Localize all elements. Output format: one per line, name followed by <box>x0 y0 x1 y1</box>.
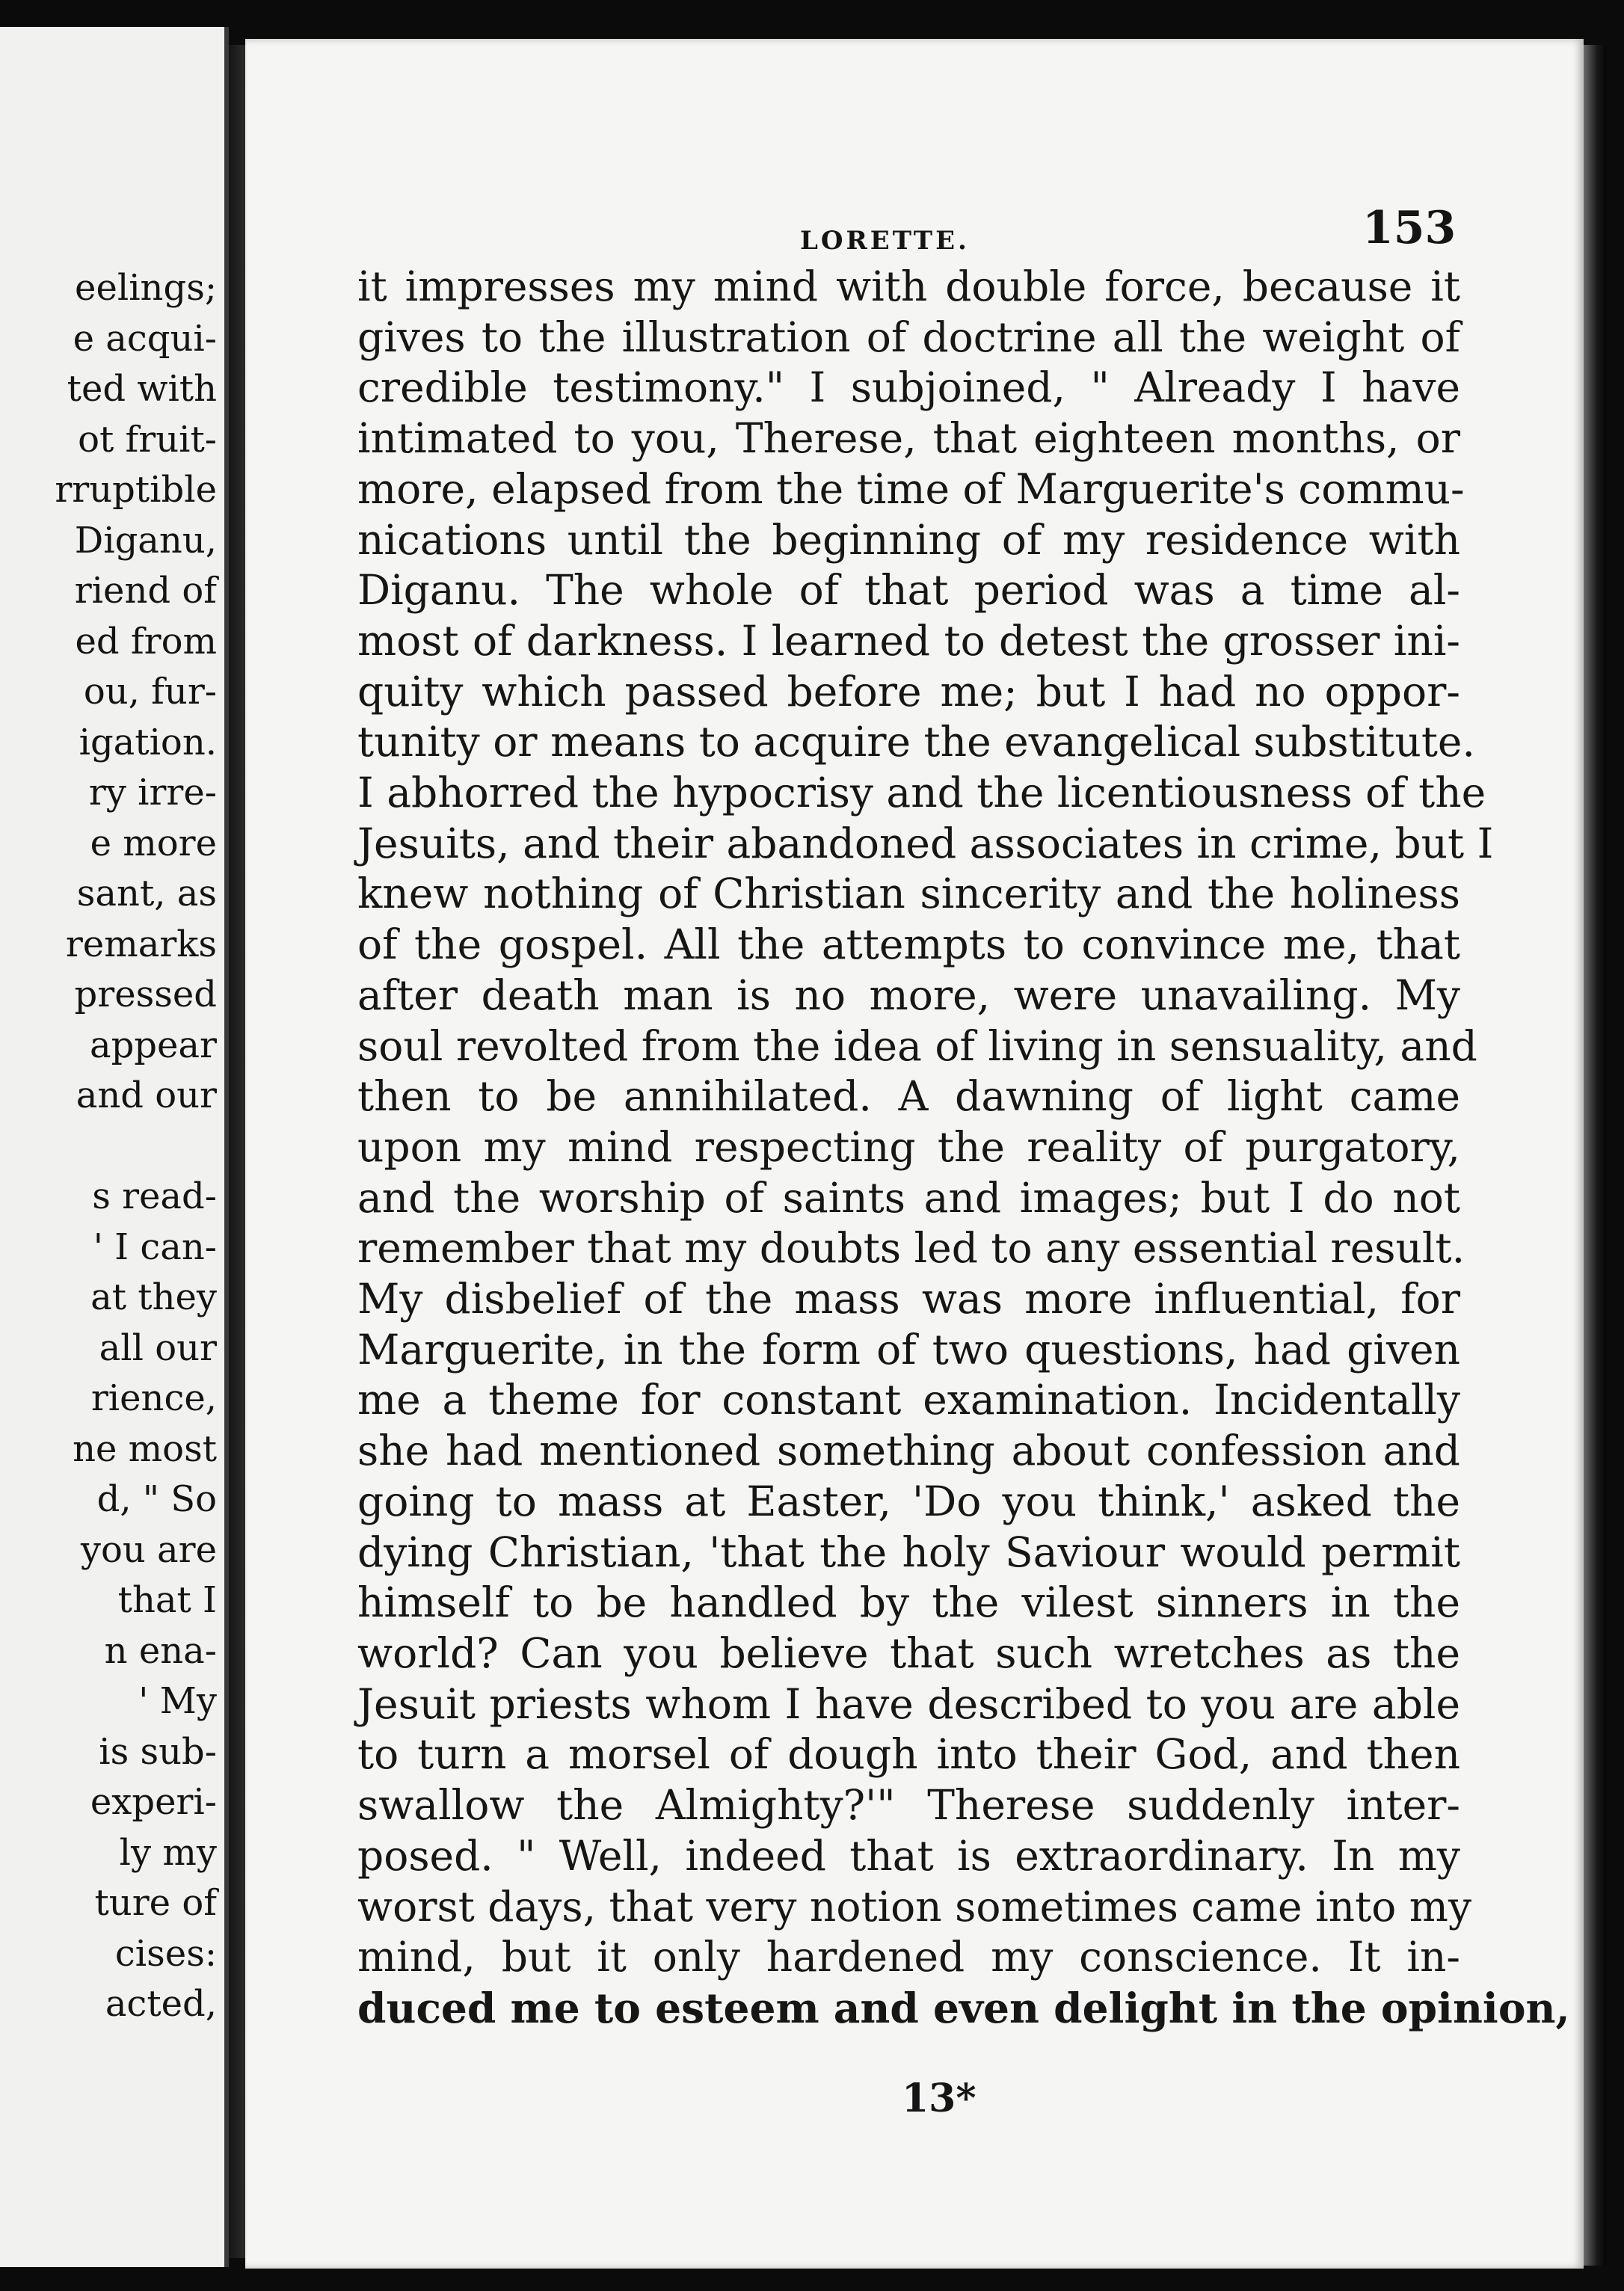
left-line: all our <box>99 1326 217 1369</box>
book-gutter <box>229 45 245 2258</box>
text-line: me a theme for constant examination. Incidentally <box>357 1376 1460 1424</box>
text-line: posed. " Well, indeed that is extraordinary. In my <box>357 1831 1460 1880</box>
text-line: upon my mind respecting the reality of purgatory, <box>357 1122 1460 1171</box>
left-line: ot fruit- <box>78 418 217 461</box>
signature-mark: 13* <box>902 2076 976 2121</box>
left-line-gap <box>0 1122 217 1172</box>
left-line: n ena- <box>104 1629 217 1672</box>
left-line: sant, as <box>76 873 217 914</box>
left-line: pressed <box>74 974 217 1015</box>
text-line: swallow the Almighty?'" Therese suddenly inter- <box>357 1781 1460 1830</box>
text-line: My disbelief of the mass was more influential, for <box>357 1275 1460 1323</box>
running-head: LORETTE. <box>800 226 970 256</box>
left-line: ou, fur- <box>83 671 217 713</box>
text-line: of the gospel. All the attempts to convince me, that <box>357 920 1460 969</box>
left-line: rience, <box>90 1377 217 1419</box>
body-text <box>357 262 1570 2034</box>
text-line: then to be annihilated. A dawning of light came <box>357 1072 1460 1121</box>
text-line: gives to the illustration of doctrine all the weight of <box>357 313 1460 361</box>
left-line: is sub- <box>99 1730 217 1773</box>
left-line: ' I can- <box>93 1226 217 1268</box>
left-line: experi- <box>90 1781 217 1823</box>
text-line: remember that my doubts led to any essential result. <box>357 1224 1465 1273</box>
text-line: going to mass at Easter, 'Do you think,' asked the <box>357 1477 1460 1525</box>
left-line: acted, <box>105 1983 217 2025</box>
left-line: ne most <box>73 1427 217 1470</box>
text-line: nications until the beginning of my residence with <box>357 515 1460 564</box>
left-line: ' My <box>138 1680 217 1722</box>
left-line: you are <box>80 1528 217 1571</box>
left-line: and our <box>76 1074 217 1116</box>
text-line: world? Can you believe that such wretches as the <box>357 1629 1460 1677</box>
right-page <box>245 39 1584 2269</box>
text-line: intimated to you, Therese, that eighteen months, or <box>357 414 1460 463</box>
text-line: she had mentioned something about confession and <box>357 1427 1460 1475</box>
left-line: d, " So <box>96 1478 217 1520</box>
text-line: most of darkness. I learned to detest the grosser ini- <box>357 616 1460 665</box>
text-line: quity which passed before me; but I had no oppor- <box>357 667 1460 716</box>
left-page <box>0 27 229 2267</box>
text-line: mind, but it only hardened my conscience. It in- <box>357 1933 1460 1981</box>
text-line: after death man is no more, were unavailing. My <box>357 971 1460 1019</box>
text-line: it impresses my mind with double force, because it <box>357 262 1460 310</box>
text-line: knew nothing of Christian sincerity and the holiness <box>357 870 1460 918</box>
text-line: and the worship of saints and images; but I do not <box>357 1173 1460 1222</box>
left-line: rruptible <box>55 469 217 511</box>
left-line: Diganu, <box>74 519 217 562</box>
text-line: I abhorred the hypocrisy and the licentiousness of the <box>357 769 1486 817</box>
left-line: appear <box>89 1024 217 1066</box>
left-line: eelings; <box>75 267 217 309</box>
left-line: e acqui- <box>73 317 217 360</box>
text-line: worst days, that very notion sometimes came into my <box>357 1882 1472 1931</box>
left-line: ted with <box>67 368 217 410</box>
left-line: igation. <box>79 721 217 763</box>
text-line: tunity or means to acquire the evangelical substitute. <box>357 718 1475 766</box>
text-line: soul revolted from the idea of living in sensuality, and <box>357 1021 1477 1070</box>
left-line: ture of <box>94 1882 217 1924</box>
left-page-text <box>0 263 217 2030</box>
text-line: duced me to esteem and even delight in the opinion, <box>357 1983 1570 2032</box>
left-line: cises: <box>114 1932 217 1975</box>
left-line: ed from <box>75 620 217 662</box>
left-line: remarks <box>65 923 217 965</box>
text-line: more, elapsed from the time of Marguerite's commu- <box>357 464 1465 513</box>
text-line: Marguerite, in the form of two questions, had given <box>357 1325 1460 1374</box>
text-line: Jesuit priests whom I have described to you are able <box>357 1679 1460 1728</box>
left-line: riend of <box>74 570 217 612</box>
left-line: ry irre- <box>88 772 217 814</box>
text-line: to turn a morsel of dough into their God, and then <box>357 1730 1460 1779</box>
left-line: s read- <box>92 1175 217 1217</box>
text-line: Diganu. The whole of that period was a time al- <box>357 566 1460 615</box>
text-line: himself to be handled by the vilest sinners in the <box>357 1578 1460 1627</box>
left-line: ly my <box>119 1831 217 1874</box>
text-line: Jesuits, and their abandoned associates in crime, but I <box>357 819 1494 867</box>
text-line: dying Christian, 'that the holy Saviour would permit <box>357 1528 1460 1576</box>
left-line: e more <box>90 822 217 864</box>
text-line: credible testimony." I subjoined, " Already I have <box>357 363 1460 412</box>
page-number: 153 <box>1362 202 1457 254</box>
left-line: at they <box>90 1276 217 1318</box>
page-edge-shadow <box>1584 45 1606 2266</box>
left-line: that I <box>117 1579 217 1621</box>
